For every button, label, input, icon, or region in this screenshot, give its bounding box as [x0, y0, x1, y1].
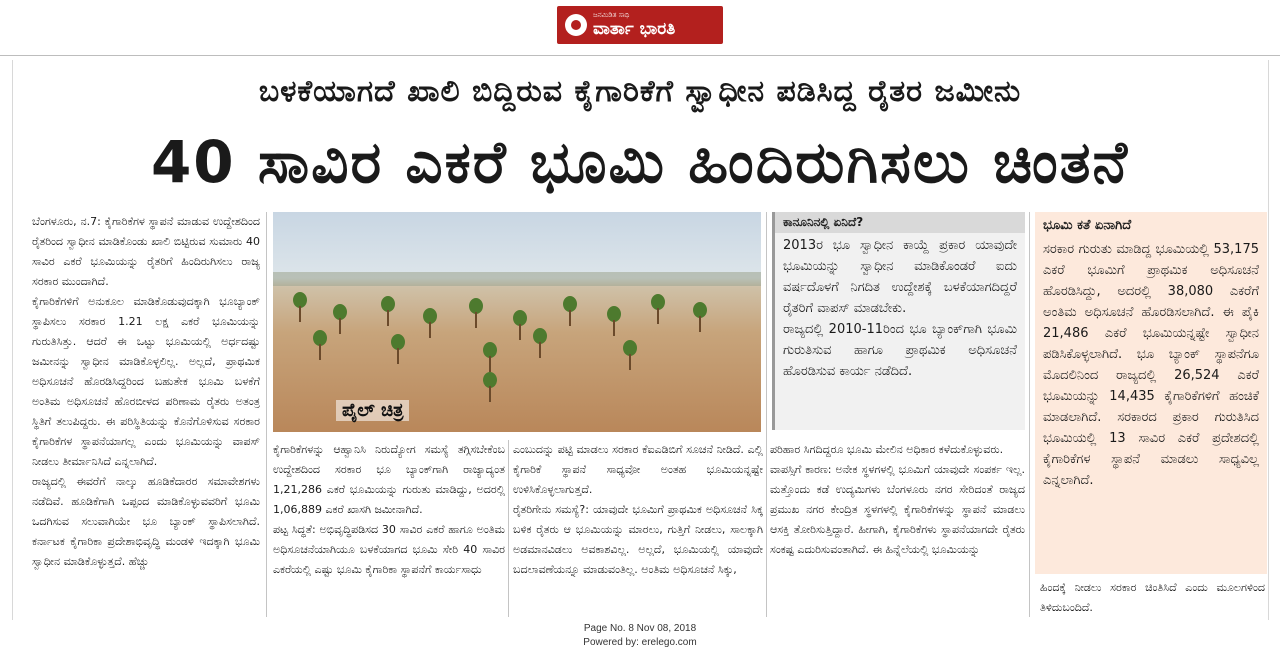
paragraph: 2013ರ ಭೂ ಸ್ವಾಧೀನ ಕಾಯ್ದೆ ಪ್ರಕಾರ ಯಾವುದೇ ಭೂಮಿಯನ್ನು ಸ್ವಾಧೀನ ಮಾಡಿಕೊಂಡರೆ ಐದು ವರ್ಷದೊಳಗೆ ನಿಗದಿತ ಉದ್ದೇಶಕ್ಕೆ ಬಳಕೆಯಾಗದಿದ್ದರೆ ರೈತರಿಗೆ ವಾಪಸ್ ಮಾಡಬೇಕು.: [783, 238, 1017, 316]
tree: [651, 294, 665, 310]
article-column-3: [513, 440, 763, 580]
tree: [623, 340, 637, 356]
tree: [313, 330, 327, 346]
masthead-tagline: ಜನಮಿಡಿತ ಸಾಥಿ: [593, 11, 630, 19]
column-divider: [1029, 212, 1030, 617]
box-title: ಕಾನೂನಿನಲ್ಲಿ ಏನಿದೆ?: [775, 212, 1025, 233]
article-photo: [273, 212, 761, 432]
page-footer: [0, 622, 1280, 650]
tree: [293, 292, 307, 308]
box-body: ಸರಕಾರ ಗುರುತು ಮಾಡಿದ್ದ ಭೂಮಿಯಲ್ಲಿ 53,175 ಎಕರೆ ಭೂಮಿಗೆ ಪ್ರಾಥಮಿಕ ಅಧಿಸೂಚನೆ ಹೊರಡಿಸಿದ್ದು, ಅದರಲ್ಲಿ 38,080 ಎಕರೆಗೆ ಅಂತಿಮ ಅಧಿಸೂಚನೆ ಹೊರಡಿಸಲಾಗಿದೆ. ಈ ಪೈಕಿ 21,486 ಎಕರೆ ಭೂಮಿಯನ್ನಷ್ಟೇ ಸ್ವಾಧೀನ ಪಡಿಸಿಕೊಳ್ಳಲಾಗಿದೆ. ಭೂ ಬ್ಯಾಂಕ್ ಸ್ಥಾಪನೆಗೂ ಮೊದಲಿನಿಂದ ರಾಜ್ಯದಲ್ಲಿ 26,524 ಎಕರೆ ಭೂಮಿಯನ್ನು 14,435 ಕೈಗಾರಿಕೆಗಳಿಗೆ ಹಂಚಿಕೆ ಮಾಡಲಾಗಿದೆ. ಸರಕಾರದ ಪ್ರಕಾರ ಗುರುತಿಸಿದ ಭೂಮಿಯಲ್ಲಿ 13 ಸಾವಿರ ಎಕರೆ ಪ್ರದೇಶದಲ್ಲಿ ಕೈಗಾರಿಕೆಗಳ ಸ್ಥಾಪನೆ ಮಾಡಲು ಸಾಧ್ಯವಿಲ್ಲ ಎನ್ನಲಾಗಿದೆ.: [1043, 242, 1259, 488]
tree: [513, 310, 527, 326]
powered-by-link[interactable]: Powered by: erelego.com: [583, 637, 697, 648]
tree: [423, 308, 437, 324]
paragraph: ರಾಜ್ಯದಲ್ಲಿ 2010-11ರಿಂದ ಭೂ ಬ್ಯಾಂಕ್‌ಗಾಗಿ ಭೂಮಿ ಗುರುತಿಸುವ ಹಾಗೂ ಪ್ರಾಥಮಿಕ ಅಧಿಸೂಚನೆ ಹೊರಡಿಸುವ ಕಾರ್ಯ ನಡೆದಿದೆ.: [783, 322, 1017, 379]
article-column-5: [1040, 578, 1265, 618]
column-divider: [766, 212, 767, 617]
tree: [483, 372, 497, 388]
sidebar-box-law: [772, 212, 1025, 430]
column-divider: [508, 440, 509, 617]
photo-hills: [273, 272, 761, 286]
paper-top-edge: [0, 55, 1280, 56]
article-kicker: ಬಳಕೆಯಾಗದೆ ಖಾಲಿ ಬಿದ್ದಿರುವ ಕೈಗಾರಿಕೆಗೆ ಸ್ವಾಧೀನ ಪಡಿಸಿದ್ದ ರೈತರ ಜಮೀನು: [258, 74, 1022, 109]
masthead-name: ವಾರ್ತಾ ಭಾರತಿ: [593, 19, 676, 39]
paragraph: ರೈತರಿಗೇನು ಸಮಸ್ಯೆ?: ಯಾವುದೇ ಭೂಮಿಗೆ ಪ್ರಾಥಮಿಕ ಅಧಿಸೂಚನೆ ಸಿಕ್ಕ ಬಳಿಕ ರೈತರು ಆ ಭೂಮಿಯನ್ನು ಮಾರಲು, ಗುತ್ತಿಗೆ ನೀಡಲು, ಸಾಲಕ್ಕಾಗಿ ಅಡಮಾನವಿಡಲು ಅವಕಾಶವಿಲ್ಲ. ಅಲ್ಲದೆ, ಭೂಮಿಯಲ್ಲಿ ಯಾವುದೇ ಬದಲಾವಣೆಯನ್ನೂ ಮಾಡುವಂತಿಲ್ಲ. ಅಂತಿಮ ಅಧಿಸೂಚನೆ ಸಿಕ್ಕು,: [513, 503, 763, 576]
column-divider: [266, 212, 267, 617]
article-headline: 40 ಸಾವಿರ ಎಕರೆ ಭೂಮಿ ಹಿಂದಿರುಗಿಸಲು ಚಿಂತನೆ: [150, 128, 1130, 196]
tree: [469, 298, 483, 314]
article-column-4: [770, 440, 1025, 560]
tree: [693, 302, 707, 318]
photo-caption: ಪೈಲ್ ಚಿತ್ರ: [336, 400, 409, 421]
page-number-date: Page No. 8 Nov 08, 2018: [583, 623, 697, 634]
article-column-2: [273, 440, 505, 580]
paper-right-edge: [1268, 60, 1269, 620]
paragraph: ಹಿಂದಕ್ಕೆ ನೀಡಲು ಸರಕಾರ ಚಿಂತಿಸಿದೆ ಎಂದು ಮೂಲಗಳಿಂದ ತಿಳಿದುಬಂದಿದೆ.: [1040, 581, 1265, 614]
paragraph: ಪಟ್ಟ ಸಿದ್ಧತೆ: ಅಭಿವೃದ್ಧಿಪಡಿಸದ 30 ಸಾವಿರ ಎಕರೆ ಹಾಗೂ ಅಂತಿಮ ಅಧಿಸೂಚನೆಯಾಗಿಯೂ ಬಳಕೆಯಾಗದ ಭೂಮಿ ಸೇರಿ 40 ಸಾವಿರ ಎಕರೆಯಲ್ಲಿ ಎಷ್ಟು ಭೂಮಿ ಕೈಗಾರಿಕಾ ಸ್ಥಾಪನೆಗೆ ಕಾರ್ಯಸಾಧು: [273, 523, 505, 576]
logo-mark-icon: [565, 14, 587, 36]
newspaper-logo: [557, 6, 723, 44]
article-column-1: [32, 212, 260, 572]
paragraph: ವಾಪಸ್ಸಿಗೆ ಕಾರಣ: ಅನೇಕ ಸ್ಥಳಗಳಲ್ಲಿ ಭೂಮಿಗೆ ಯಾವುದೇ ಸಂಪರ್ಕ ಇಲ್ಲ. ಮತ್ತೊಂದು ಕಡೆ ಉದ್ಯಮಿಗಳು ಬೆಂಗಳೂರು ನಗರ ಸೇರಿದಂತೆ ರಾಜ್ಯದ ಪ್ರಮುಖ ನಗರ ಕೇಂದ್ರಿತ ಸ್ಥಳಗಳಲ್ಲಿ ಕೈಗಾರಿಕೆಗಳನ್ನು ಸ್ಥಾಪನೆ ಮಾಡಲು ಆಸಕ್ತಿ ತೋರಿಸುತ್ತಿದ್ದಾರೆ. ಹೀಗಾಗಿ, ಕೈಗಾರಿಕೆಗಳು ಸ್ಥಾಪನೆಯಾಗದೇ ರೈತರು ಸಂಕಷ್ಟ ಎದುರಿಸುವಂತಾಗಿದೆ. ಈ ಹಿನ್ನೆಲೆಯಲ್ಲಿ ಭೂಮಿಯನ್ನು: [770, 463, 1025, 556]
paragraph: ಕೈಗಾರಿಕೆಗಳಿಗೆ ಅನುಕೂಲ ಮಾಡಿಕೊಡುವುದಕ್ಕಾಗಿ ಭೂಬ್ಯಾಂಕ್ ಸ್ಥಾಪಿಸಲು ಸರಕಾರ 1.21 ಲಕ್ಷ ಎಕರೆ ಭೂಮಿಯನ್ನು ಗುರುತಿಸಿತ್ತು. ಆದರೆ ಈ ಒಟ್ಟು ಭೂಮಿಯಲ್ಲಿ ಅರ್ಧದಷ್ಟು ಜಮೀನನ್ನು ಸ್ವಾಧೀನ ಮಾಡಿಕೊಳ್ಳಲಿಲ್ಲ. ಅಲ್ಲದೆ, ಪ್ರಾಥಮಿಕ ಅಧಿಸೂಚನೆ ಹೊರಡಿಸಿದ್ದರಿಂದ ಬಹುತೇಕ ಭೂಮಿ ಬಳಕೆಗೆ ಅಂತಿಮ ಅಧಿಸೂಚನೆ ಹೊರಬೀಳದ ಪರಿಣಾಮ ರೈತರು ಅತಂತ್ರ ಸ್ಥಿತಿಗೆ ತಲುಪಿದ್ದರು. ಈ ಪರಿಸ್ಥಿತಿಯನ್ನು ಕೊನೆಗೊಳಿಸುವ ಸರಕಾರ ಕೈಗಾರಿಕೆಗಳ ಸ್ಥಾಪನೆಯಾಗಲ್ಲ ಎಂದು ಭೂಮಿಯನ್ನು ವಾಪಸ್ ನೀಡಲು ತೀರ್ಮಾನಿಸಿದೆ ಎನ್ನಲಾಗಿದೆ.: [32, 295, 260, 468]
tree: [483, 342, 497, 358]
tree: [391, 334, 405, 350]
tree: [533, 328, 547, 344]
paragraph: ರಾಜ್ಯದಲ್ಲಿ ಈವರೆಗೆ ನಾಲ್ಕು ಹೂಡಿಕೆದಾರರ ಸಮಾವೇಶಗಳು ನಡೆದಿವೆ. ಹೂಡಿಕೆಗಾಗಿ ಒಪ್ಪಂದ ಮಾಡಿಕೊಳ್ಳುವವರಿಗೆ ಭೂಮಿ ಒದಗಿಸುವ ಸಲುವಾಗಿಯೇ ಭೂ ಬ್ಯಾಂಕ್ ಸ್ಥಾಪಿಸಲಾಗಿದೆ. ಕರ್ನಾಟಕ ಕೈಗಾರಿಕಾ ಪ್ರದೇಶಾಭಿವೃದ್ಧಿ ಮಂಡಳಿ ಇದಕ್ಕಾಗಿ ಭೂಮಿ ಸ್ವಾಧೀನ ಮಾಡಿಕೊಳ್ಳುತ್ತದೆ. ಹೆಚ್ಚು: [32, 475, 260, 568]
sidebar-box-land: [1035, 212, 1267, 574]
tree: [333, 304, 347, 320]
paragraph: ಎಂಬುದನ್ನು ಪಟ್ಟಿ ಮಾಡಲು ಸರಕಾರ ಕೆಐಎಡಿಬಿಗೆ ಸೂಚನೆ ನೀಡಿದೆ. ಎಲ್ಲಿ ಕೈಗಾರಿಕೆ ಸ್ಥಾಪನೆ ಸಾಧ್ಯವೋ ಅಂತಹ ಭೂಮಿಯನ್ನಷ್ಟೇ ಉಳಿಸಿಕೊಳ್ಳಲಾಗುತ್ತದೆ.: [513, 443, 763, 496]
paragraph: ಬೆಂಗಳೂರು, ನ.7: ಕೈಗಾರಿಕೆಗಳ ಸ್ಥಾಪನೆ ಮಾಡುವ ಉದ್ದೇಶದಿಂದ ರೈತರಿಂದ ಸ್ವಾಧೀನ ಮಾಡಿಕೊಂಡು ಖಾಲಿ ಬಿಟ್ಟಿರುವ ಸುಮಾರು 40 ಸಾವಿರ ಎಕರೆ ಭೂಮಿಯನ್ನು ರೈತರಿಗೆ ಹಿಂದಿರುಗಿಸಲು ರಾಜ್ಯ ಸರಕಾರ ಮುಂದಾಗಿದೆ.: [32, 215, 260, 288]
tree: [381, 296, 395, 312]
paper-left-edge: [12, 60, 13, 620]
paragraph: ಪರಿಹಾರ ಸಿಗದಿದ್ದರೂ ಭೂಮಿ ಮೇಲಿನ ಅಧಿಕಾರ ಕಳೆದುಕೊಳ್ಳುವರು.: [770, 443, 1004, 456]
box-body: [775, 233, 1025, 384]
box-title: ಭೂಮಿ ಕತೆ ಏನಾಗಿದೆ: [1043, 218, 1132, 233]
paragraph: ಕೈಗಾರಿಕೆಗಳನ್ನು ಆಹ್ವಾನಿಸಿ ನಿರುದ್ಯೋಗ ಸಮಸ್ಯೆ ತಗ್ಗಿಸಬೇಕೆಂಬ ಉದ್ದೇಶದಿಂದ ಸರಕಾರ ಭೂ ಬ್ಯಾಂಕ್‌ಗಾಗಿ ರಾಜ್ಯಾದ್ಯಂತ 1,21,286 ಎಕರೆ ಭೂಮಿಯನ್ನು ಗುರುತು ಮಾಡಿದ್ದು, ಅದರಲ್ಲಿ 1,06,889 ಎಕರೆ ಖಾಸಗಿ ಜಮೀನಾಗಿದೆ.: [273, 443, 505, 516]
tree: [563, 296, 577, 312]
tree: [607, 306, 621, 322]
